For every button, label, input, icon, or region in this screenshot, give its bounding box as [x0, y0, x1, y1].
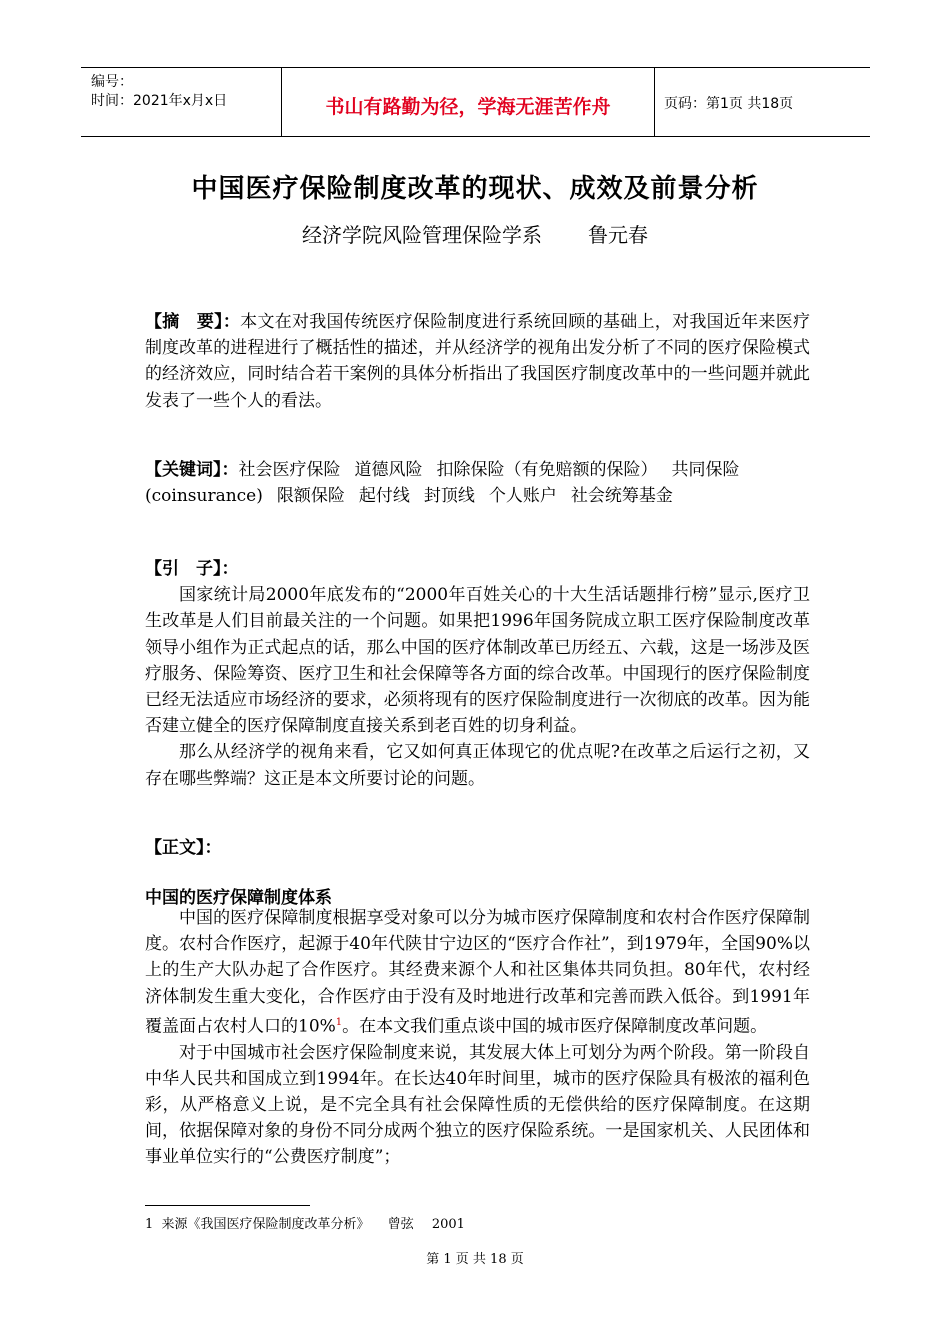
abstract-label: 【摘 要】： [145, 312, 241, 332]
keyword-item: 限额保险 [276, 486, 345, 507]
page-number: 第 1 页 共 18 页 [426, 1252, 524, 1267]
abstract-text: 本文在对我国传统医疗保险制度进行系统回顾的基础上，对我国近年来医疗制度改革的进程进行了概括性的描述，并从经济学的视角出发分析了不同的医疗保险模式的经济效应，同时结合若干案例的具体分析指出了我国医疗制度改革中的一些问题并就此发表了一些个人的看法。 [145, 312, 811, 411]
motto-text: 书山有路勤为径，学海无涯苦作舟 [325, 96, 611, 118]
footnote-year: 2001 [431, 1217, 465, 1232]
keyword-item: 社会统筹基金 [570, 486, 673, 507]
header-motto-cell [281, 68, 655, 136]
abstract-section [145, 309, 810, 414]
body-paragraph [145, 905, 810, 1040]
doc-time-label: 时间：2021年x月x日 [91, 93, 228, 109]
footnote-divider [145, 1205, 310, 1206]
keyword-item: 共同保险(coinsurance) [145, 460, 740, 507]
footnote-author: 曾弦 [387, 1217, 414, 1232]
author-affiliation: 经济学院风险管理保险学系 [302, 223, 542, 247]
footnote-source: 来源《我国医疗保险制度改革分析》 [161, 1217, 370, 1232]
intro-paragraph: 国家统计局2000年底发布的“2000年百姓关心的十大生活话题排行榜”显示,医疗卫生改革是人们目前最关注的一个问题。如果把1996年国务院成立职工医疗保险制度改革领导小组作为正式起点的话，那么中国的医疗体制改革已历经五、六载，这是一场涉及医疗服务、保险筹资、医疗卫生和社会保障等各方面的综合改革。中国现行的医疗保险制度已经无法适应市场经济的要求，必须将现有的医疗保险制度进行一次彻底的改革。因为能否建立健全的医疗保障制度直接关系到老百姓的切身利益。 [145, 585, 810, 737]
body-paragraph: 对于中国城市社会医疗保险制度来说，其发展大体上可划分为两个阶段。第一阶段自中华人民共和国成立到1994年。在长达40年时间里，城市的医疗保险具有极浓的福利色彩，从严格意义上说，是不完全具有社会保障性质的无偿供给的医疗保障制度。在这期间，依据保障对象的身份不同分成两个独立的医疗保险系统。一是国家机关、人民团体和事业单位实行的“公费医疗制度”； [145, 1042, 810, 1168]
document-title: 中国医疗保险制度改革的现状、成效及前景分析 [191, 174, 759, 204]
intro-label: 【引 子】： [145, 559, 239, 579]
intro-section [145, 556, 810, 792]
keyword-item: 扣除保险（有免赔额的保险） [436, 460, 658, 480]
keywords-section [145, 457, 810, 509]
keywords-label: 【关键词】： [145, 460, 239, 480]
keyword-item: 个人账户 [488, 486, 557, 507]
footnote [145, 1213, 465, 1232]
section-heading: 中国的医疗保障制度体系 [145, 888, 332, 908]
keyword-item: 封顶线 [423, 486, 475, 507]
keyword-item: 道德风险 [354, 460, 423, 480]
keyword-item: 起付线 [358, 486, 410, 507]
body-text: 。在本文我们重点谈中国的城市医疗保障制度改革问题。 [342, 1016, 768, 1037]
author-line [0, 219, 950, 248]
header-left-cell [81, 68, 281, 136]
footnote-mark: 1 [145, 1217, 154, 1232]
doc-number-label: 编号： [91, 74, 133, 90]
page-header [81, 67, 870, 137]
body-text: 中国的医疗保障制度根据享受对象可以分为城市医疗保障制度和农村合作医疗保障制度。农村合作医疗，起源于40年代陕甘宁边区的“医疗合作社”，到1979年，全国90%以上的生产大队办起了合作医疗。其经费来源个人和社区集体共同负担。80年代，农村经济体制发生重大变化，合作医疗由于没有及时地进行改革和完善而跌入低谷。到1991年覆盖面占农村人口的10% [145, 908, 810, 1037]
author-name: 鲁元春 [588, 223, 648, 247]
body-paragraphs [145, 905, 810, 1171]
body-label: 【正文】： [145, 838, 222, 858]
header-page-info: 页码：第1页 共18页 [664, 96, 794, 112]
keyword-item: 社会医疗保险 [238, 460, 341, 480]
intro-paragraph: 那么从经济学的视角来看，它又如何真正体现它的优点呢?在改革之后运行之初，又存在哪些弊端？这正是本文所要讨论的问题。 [145, 742, 810, 789]
footnote-ref[interactable]: 1 [335, 1016, 343, 1028]
